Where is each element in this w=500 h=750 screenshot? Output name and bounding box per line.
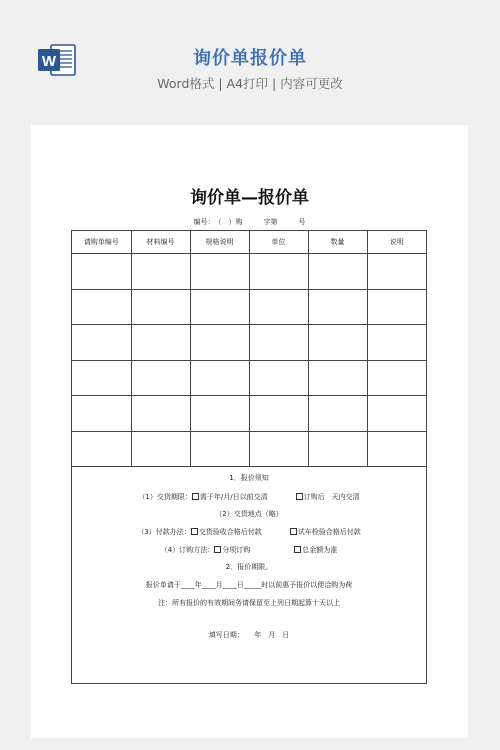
table-row — [72, 325, 426, 361]
table-row — [72, 396, 426, 432]
payment-method-line — [72, 527, 426, 537]
checkbox[interactable] — [294, 546, 301, 553]
table-cell — [249, 325, 308, 361]
table-cell — [367, 325, 426, 361]
option-label: 试车检验合格后付款 — [297, 528, 361, 536]
column-header: 说明 — [367, 231, 426, 254]
document-title: 询价单—报价单 — [190, 188, 309, 208]
table-cell — [190, 254, 249, 290]
delivery-place-line: （2）交货地点（略） — [215, 510, 283, 518]
checkbox[interactable] — [296, 493, 303, 500]
table-cell — [190, 431, 249, 467]
table-cell — [72, 325, 131, 361]
table-row — [72, 360, 426, 396]
banner-subtitle: Word格式 | A4打印 | 内容可更改 — [157, 76, 343, 91]
table-cell — [131, 431, 190, 467]
option-label: 订购后 天内交清 — [303, 493, 360, 501]
order-method-line — [72, 545, 426, 555]
form-frame — [71, 230, 427, 684]
document-page — [31, 125, 468, 738]
table-cell — [367, 289, 426, 325]
table-cell — [131, 325, 190, 361]
delivery-term-label: （1）交货期限： — [138, 493, 192, 501]
table-cell — [131, 254, 190, 290]
table-cell — [249, 360, 308, 396]
table-header-row — [72, 231, 426, 254]
order-method-label: （4）订购方法： — [160, 546, 215, 554]
table-cell — [249, 396, 308, 432]
page-banner — [0, 0, 500, 118]
table-cell — [367, 431, 426, 467]
table-cell — [367, 360, 426, 396]
table-cell — [308, 396, 367, 432]
table-cell — [308, 289, 367, 325]
table-cell — [308, 431, 367, 467]
payment-method-label: （3）付款办法： — [137, 528, 191, 536]
table-cell — [190, 360, 249, 396]
table-row — [72, 289, 426, 325]
validity-remark: 注：所有报价的有效期间务请保留至上列日期起算十天以上 — [158, 599, 340, 607]
table-row — [72, 254, 426, 290]
delivery-term-line — [72, 492, 426, 502]
table-cell — [190, 289, 249, 325]
column-header: 单位 — [249, 231, 308, 254]
column-header: 材料编号 — [131, 231, 190, 254]
table-cell — [72, 289, 131, 325]
notes-section-heading: 2．报价期限。 — [225, 563, 273, 571]
option-label: 需于年/月/日以前交清 — [199, 493, 268, 501]
checkbox[interactable] — [290, 528, 297, 535]
checkbox[interactable] — [192, 493, 199, 500]
table-cell — [190, 325, 249, 361]
deadline-line: 报价单请于____年____月____日_____时以前惠予报价以便洽购为荷 — [145, 581, 353, 589]
table-row — [72, 431, 426, 467]
table-cell — [308, 325, 367, 361]
banner-title: 询价单报价单 — [193, 48, 307, 69]
table-cell — [131, 360, 190, 396]
column-header: 请购单编号 — [72, 231, 131, 254]
table-cell — [367, 396, 426, 432]
table-cell — [131, 396, 190, 432]
svg-text:W: W — [41, 53, 57, 70]
option-label: 交货验收合格后付款 — [198, 528, 262, 536]
table-cell — [308, 360, 367, 396]
document-number-line: 编号： （ ）购 字第 号 — [193, 218, 306, 226]
table-cell — [72, 431, 131, 467]
table-cell — [249, 254, 308, 290]
table-cell — [72, 360, 131, 396]
table-cell — [367, 254, 426, 290]
table-cell — [308, 254, 367, 290]
table-cell — [190, 396, 249, 432]
column-header: 数量 — [308, 231, 367, 254]
table-cell — [72, 254, 131, 290]
table-cell — [131, 289, 190, 325]
option-label: 总金额为准 — [302, 546, 338, 554]
table-cell — [249, 431, 308, 467]
notes-section-heading: 1．报价须知 — [229, 474, 269, 482]
checkbox[interactable] — [191, 528, 198, 535]
table-cell — [249, 289, 308, 325]
quote-table — [72, 231, 426, 467]
column-header: 规格说明 — [190, 231, 249, 254]
fill-date-line: 填写日期： 年 月 日 — [208, 631, 290, 639]
checkbox[interactable] — [214, 546, 221, 553]
table-cell — [72, 396, 131, 432]
option-label: 分项订购 — [222, 546, 251, 554]
